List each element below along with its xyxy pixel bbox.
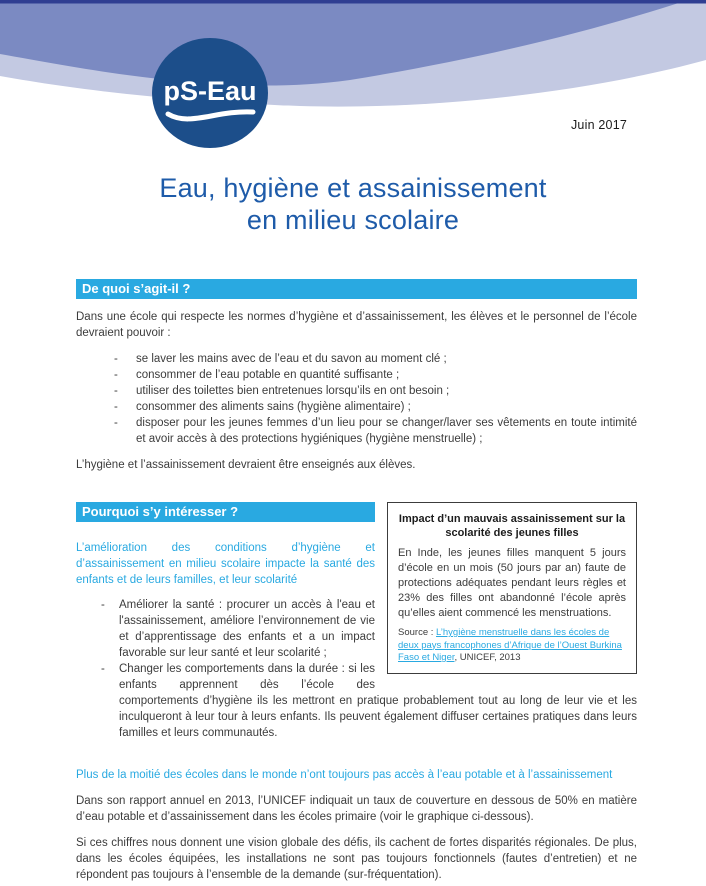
section1-intro-paragraph: Dans une école qui respecte les normes d’hygiène et d’assainissement, les élèves et le personnel de l’école devraient pouvoir : [76, 311, 637, 339]
section1-outro-paragraph: L’hygiène et l’assainissement devraient être enseignés aux élèves. [76, 459, 416, 471]
bullet-item [76, 399, 637, 415]
section2 [76, 502, 637, 883]
bullet-dash: - [114, 385, 118, 397]
section-heading-pourquoi-sy-interesser: Pourquoi s’y intéresser ? [76, 502, 375, 522]
page-title [0, 172, 706, 236]
section2-blue-intro: L’amélioration des conditions d’hygiène et d’assainissement en milieu scolaire impacte la santé des enfants et de leurs familles, et leur scolarité [76, 542, 375, 586]
page-title-line1: Eau, hygiène et assainissement [159, 173, 547, 203]
ps-eau-logo [152, 38, 268, 148]
section2-paragraph-2: Si ces chiffres nous donnent une vision globale des défis, ils cachent de fortes disparités régionales. De plus, dans les écoles équipées, les installations ne sont pas toujours fonctionnels (fautes d’entretien) et ne répondent pas toujours à l’ensemble de la demande (sur-fréquentation). [76, 837, 637, 881]
bullet-text: Améliorer la santé : procurer un accès à l'eau et l'assainissement, améliore l’environnement de vie et d’apprentissage des enfants et a un impact favorable sur leur santé et leur scolarité ; [119, 599, 375, 659]
header-wave-decoration [0, 0, 706, 160]
bullet-text: Changer les comportements dans la durée : si les enfants apprennent dès l’école des comportements d’hygiène ils les mettront en pratique probablement tout au long de leur vie et les inculqueront à leur tour à leurs enfants. Ils peuvent également diffuser certaines pratiques dans leurs familles et leurs communautés. [119, 663, 637, 739]
bullet-dash: - [114, 401, 118, 413]
bullet-text: disposer pour les jeunes femmes d’un lieu pour se changer/laver ses vêtements en toute intimité et avoir accès à des protections hygiéniques (hygiène menstruelle) ; [136, 417, 637, 445]
bullet-dash: - [101, 599, 105, 611]
section2-blue-subheading: Plus de la moitié des écoles dans le monde n’ont toujours pas accès à l’eau potable et à l’assainissement [76, 769, 613, 781]
bullet-dash: - [114, 353, 118, 365]
bullet-text: utiliser des toilettes bien entretenues lorsqu’ils en ont besoin ; [136, 385, 450, 397]
sidebar-info-box [387, 502, 637, 674]
info-box-source [398, 627, 626, 665]
bullet-dash: - [114, 417, 118, 429]
section-heading-de-quoi-sagit-il: De quoi s’agit-il ? [76, 279, 637, 299]
document-body [76, 279, 637, 883]
bullet-text: consommer des aliments sains (hygiène alimentaire) ; [136, 401, 411, 413]
bullet-dash: - [114, 369, 118, 381]
bullet-text: consommer de l’eau potable en quantité suffisante ; [136, 369, 400, 381]
section2-paragraph-1: Dans son rapport annuel en 2013, l’UNICEF indiquait un taux de couverture en dessous de 50% en matière d’eau potable et d’assainissement dans les écoles primaire (voir le graphique ci-dessous). [76, 795, 637, 823]
page-header [0, 0, 706, 160]
info-box-title: Impact d’un mauvais assainissement sur la scolarité des jeunes filles [398, 513, 626, 539]
source-label: Source : [398, 627, 437, 638]
bullet-item [76, 367, 637, 383]
page-title-line2: en milieu scolaire [246, 205, 460, 235]
source-link[interactable]: L’hygiène menstruelle dans les écoles de deux pays francophones d’Afrique de l’Ouest Burkina Faso et Niger [398, 627, 622, 663]
source-suffix: , UNICEF, 2013 [454, 652, 521, 663]
issue-date: Juin 2017 [570, 118, 627, 132]
info-box-body: En Inde, les jeunes filles manquent 5 jours d’école en un mois (50 jours par an) faute de protections adéquates pendant leurs règles et 23% des filles ont abandonné l’école après qu’elles aient commencé les menstruations. [398, 547, 626, 619]
bullet-item [76, 351, 637, 367]
bullet-item [76, 383, 637, 399]
section1-bullet-list [76, 351, 637, 447]
bullet-item [76, 415, 637, 447]
bullet-text: se laver les mains avec de l’eau et du savon au moment clé ; [136, 353, 447, 365]
logo-text: pS-Eau [163, 76, 257, 106]
bullet-dash: - [101, 663, 105, 675]
